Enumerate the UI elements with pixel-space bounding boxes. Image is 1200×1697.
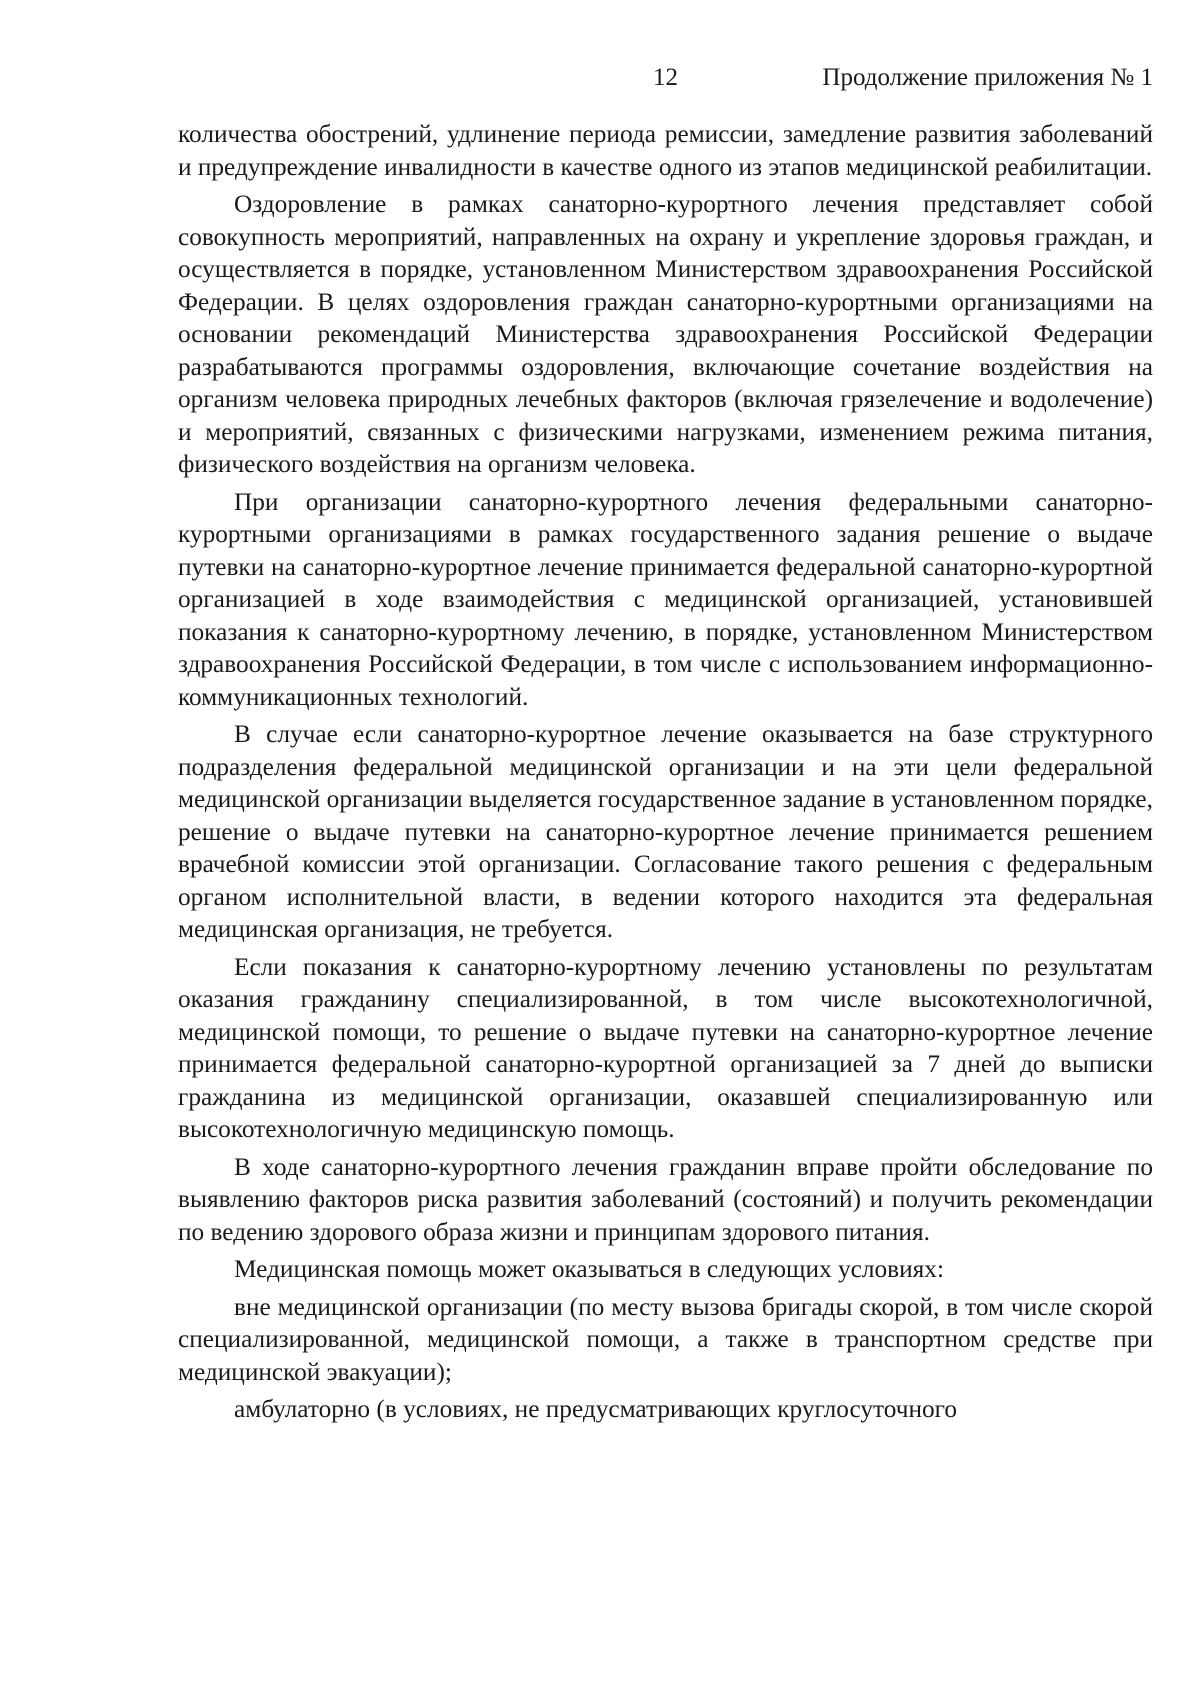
page-number: 12 <box>653 64 678 91</box>
paragraph-1: количества обострений, удлинение периода ремиссии, замедление развития заболеваний и предупреждение инвалидности в качестве одного из этапов медицинской реабилитации. <box>178 120 1153 181</box>
appendix-continuation-label: Продолжение приложения № 1 <box>822 64 1153 91</box>
paragraph-9: амбулаторно (в условиях, не предусматривающих круглосуточного <box>234 1395 958 1423</box>
paragraph-5: Если показания к санаторно-курортному лечению установлены по результатам оказания гражданину специализированной, в том числе высокотехнологичной, медицинской помощи, то решение о выдаче путевки на санаторно-курортное лечение принимается федеральной санаторно-курортной организацией за 7 дней до выписки гражданина из медицинской организации, оказавшей специализированную или высокотехнологичную медицинскую помощь. <box>178 952 1153 1143</box>
paragraph-6: В ходе санаторно-курортного лечения гражданин вправе пройти обследование по выявлению факторов риска развития заболеваний (состояний) и получить рекомендации по ведению здорового образа жизни и принципам здорового питания. <box>178 1152 1153 1246</box>
paragraph-2: Оздоровление в рамках санаторно-курортного лечения представляет собой совокупность мероприятий, направленных на охрану и укрепление здоровья граждан, и осуществляется в порядке, установленном Министерством здравоохранения Российской Федерации. В целях оздоровления граждан санаторно-курортными организациями на основании рекомендаций Министерства здравоохранения Российской Федерации разрабатываются программы оздоровления, включающие сочетание воздействия на организм человека природных лечебных факторов (включая грязелечение и водолечение) и мероприятий, связанных с физическими нагрузками, изменением режима питания, физического воздействия на организм человека. <box>178 190 1153 478</box>
paragraph-4: В случае если санаторно-курортное лечение оказывается на базе структурного подразделения федеральной медицинской организации и на эти цели федеральной медицинской организации выделяется государственное задание в установленном порядке, решение о выдаче путевки на санаторно-курортное лечение принимается решением врачебной комиссии этой организации. Согласование такого решения с федеральным органом исполнительной власти, в ведении которого находится эта федеральная медицинская организация, не требуется. <box>178 720 1153 943</box>
paragraph-3: При организации санаторно-курортного лечения федеральными санаторно-курортными организациями в рамках государственного задания решение о выдаче путевки на санаторно-курортное лечение принимается федеральной санаторно-курортной организацией в ходе взаимодействия с медицинской организацией, установившей показания к санаторно-курортному лечению, в порядке, установленном Министерством здравоохранения Российской Федерации, в том числе с использованием информационно-коммуникационных технологий. <box>178 487 1153 711</box>
document-body <box>178 118 1153 1426</box>
page-header <box>178 60 1153 96</box>
paragraph-7: Медицинская помощь может оказываться в следующих условиях: <box>234 1255 944 1283</box>
paragraph-8: вне медицинской организации (по месту вызова бригады скорой, в том числе скорой специализированной, медицинской помощи, а также в транспортном средстве при медицинской эвакуации); <box>178 1292 1153 1386</box>
